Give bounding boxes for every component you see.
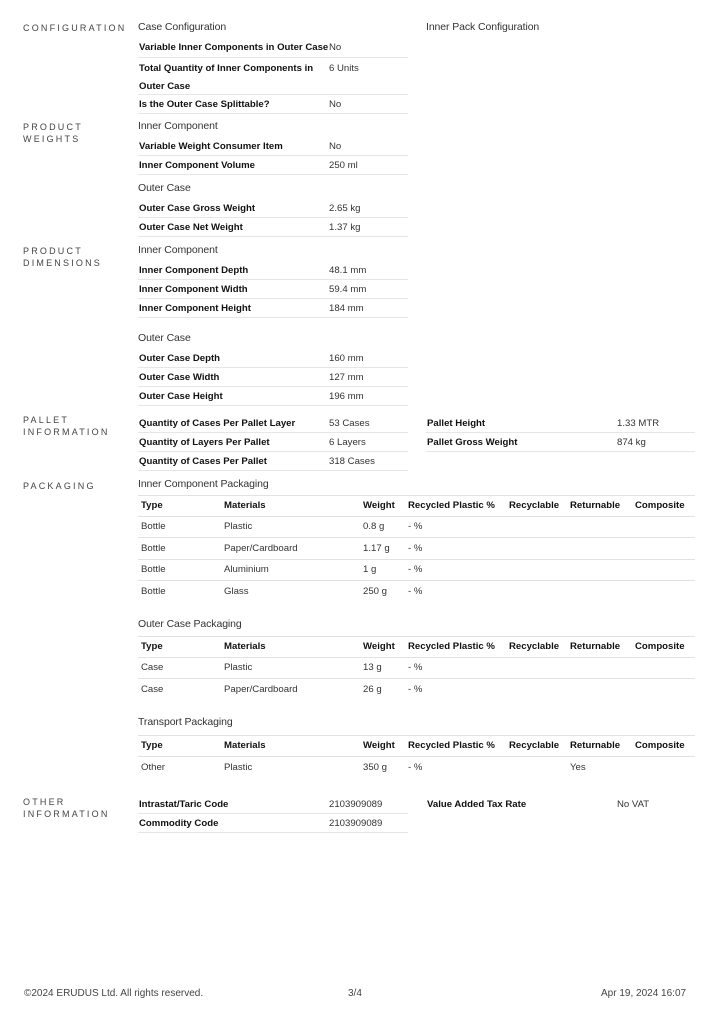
- column-header-returnable: Returnable: [570, 740, 621, 752]
- cell-returnable: Yes: [570, 761, 586, 773]
- pallet-row-value: 53 Cases: [329, 417, 370, 429]
- cell-weight: 26 g: [363, 684, 382, 696]
- dimensions-row-value: 160 mm: [329, 352, 364, 364]
- dimensions-row-value: 48.1 mm: [329, 264, 367, 276]
- dimensions-row-value: 196 mm: [329, 390, 364, 402]
- column-header-type: Type: [141, 500, 163, 512]
- column-header-recycled: Recycled Plastic %: [408, 500, 495, 512]
- pallet-row-label: Pallet Height: [427, 417, 486, 429]
- column-header-recycled: Recycled Plastic %: [408, 740, 495, 752]
- dimensions-row: [138, 280, 408, 299]
- weights-row-value: No: [329, 140, 342, 152]
- cell-type: Bottle: [141, 586, 166, 598]
- table-row: [138, 581, 695, 603]
- inner-pack-configuration-title: Inner Pack Configuration: [426, 21, 540, 33]
- dimensions-row-label: Outer Case Height: [139, 390, 223, 402]
- config-row: [138, 95, 408, 114]
- config-row-label: Variable Inner Components in Outer Case: [139, 42, 329, 53]
- cell-materials: Paper/Cardboard: [224, 684, 298, 696]
- dimensions-row-label: Inner Component Depth: [139, 264, 249, 276]
- config-row-value: No: [329, 98, 342, 110]
- weights-row-value: 1.37 kg: [329, 221, 361, 233]
- other-row-value: 2103909089: [329, 798, 383, 810]
- cell-weight: 1 g: [363, 564, 377, 576]
- dimensions-inner-title: Inner Component: [138, 244, 218, 256]
- column-header-composite: Composite: [635, 641, 685, 653]
- weights-row-label: Variable Weight Consumer Item: [139, 140, 283, 152]
- cell-recycled: - %: [408, 662, 423, 674]
- weights-row: [138, 137, 408, 156]
- dimensions-row: [138, 368, 408, 387]
- cell-weight: 350 g: [363, 761, 388, 773]
- pallet-row-label: Pallet Gross Weight: [427, 436, 518, 448]
- column-header-recyclable: Recyclable: [509, 500, 560, 512]
- config-row-label: Is the Outer Case Splittable?: [139, 98, 270, 110]
- cell-materials: Plastic: [224, 761, 253, 773]
- dimensions-row-value: 184 mm: [329, 302, 364, 314]
- column-header-weight: Weight: [363, 641, 395, 653]
- cell-materials: Aluminium: [224, 564, 269, 576]
- section-label-product-weights: PRODUCT WEIGHTS: [23, 122, 83, 144]
- other-row: [138, 795, 408, 814]
- column-header-recycled: Recycled Plastic %: [408, 641, 495, 653]
- other-row: [138, 814, 408, 833]
- config-row-value: No: [329, 42, 342, 53]
- section-label-configuration: CONFIGURATION: [23, 23, 127, 33]
- table-row: [138, 560, 695, 582]
- pallet-row-value: 874 kg: [617, 436, 646, 448]
- weights-outer-title: Outer Case: [138, 182, 191, 194]
- pallet-row: [426, 433, 695, 452]
- column-header-composite: Composite: [635, 500, 685, 512]
- dimensions-row: [138, 299, 408, 318]
- column-header-recyclable: Recyclable: [509, 740, 560, 752]
- table-row: [138, 679, 695, 701]
- column-header-weight: Weight: [363, 500, 395, 512]
- other-row-value: No VAT: [617, 799, 650, 810]
- config-row: [138, 38, 408, 58]
- pallet-row: [138, 433, 408, 452]
- dimensions-row: [138, 387, 408, 406]
- cell-weight: 250 g: [363, 586, 388, 598]
- cell-recycled: - %: [408, 586, 423, 598]
- table-row: [138, 538, 695, 560]
- cell-type: Case: [141, 662, 164, 674]
- other-row-label: Intrastat/Taric Code: [139, 798, 229, 810]
- transport-packaging-table: [138, 735, 695, 778]
- case-configuration-title: Case Configuration: [138, 21, 227, 33]
- cell-type: Case: [141, 684, 164, 696]
- column-header-type: Type: [141, 740, 163, 752]
- column-header-materials: Materials: [224, 500, 266, 512]
- pallet-row-value: 1.33 MTR: [617, 417, 660, 429]
- dimensions-row: [138, 261, 408, 280]
- weights-row-label: Outer Case Net Weight: [139, 221, 243, 233]
- section-label-other-information: OTHER INFORMATION: [23, 797, 110, 819]
- weights-row: [138, 156, 408, 175]
- inner-packaging-title: Inner Component Packaging: [138, 478, 269, 490]
- config-row: [138, 58, 408, 95]
- column-header-recyclable: Recyclable: [509, 641, 560, 653]
- cell-recycled: - %: [408, 684, 423, 696]
- other-row-label: Value Added Tax Rate: [427, 799, 527, 810]
- inner-packaging-table: [138, 495, 695, 603]
- column-header-returnable: Returnable: [570, 641, 621, 653]
- column-header-type: Type: [141, 641, 163, 653]
- cell-recycled: - %: [408, 761, 423, 773]
- cell-weight: 0.8 g: [363, 521, 385, 533]
- table-header-row: [138, 735, 695, 757]
- cell-materials: Plastic: [224, 521, 253, 533]
- weights-row: [138, 218, 408, 237]
- table-row: [138, 658, 695, 680]
- config-row-value: 6 Units: [329, 63, 359, 74]
- dimensions-row-label: Inner Component Width: [139, 283, 248, 295]
- config-row-label: Total Quantity of Inner Components in Outer Case: [139, 63, 314, 92]
- section-label-pallet-information: PALLET INFORMATION: [23, 415, 110, 437]
- cell-type: Bottle: [141, 564, 166, 576]
- pallet-row: [426, 414, 695, 433]
- weights-inner-title: Inner Component: [138, 120, 218, 132]
- outer-packaging-title: Outer Case Packaging: [138, 618, 242, 630]
- table-header-row: [138, 495, 695, 517]
- dimensions-row-label: Outer Case Depth: [139, 352, 221, 364]
- pallet-row-value: 318 Cases: [329, 455, 375, 467]
- weights-row-label: Inner Component Volume: [139, 159, 256, 171]
- table-header-row: [138, 636, 695, 658]
- cell-type: Other: [141, 761, 165, 773]
- column-header-materials: Materials: [224, 641, 266, 653]
- pallet-row: [138, 452, 408, 471]
- cell-recycled: - %: [408, 564, 423, 576]
- cell-weight: 1.17 g: [363, 542, 390, 554]
- weights-row-value: 2.65 kg: [329, 202, 361, 214]
- weights-row-value: 250 ml: [329, 159, 358, 171]
- section-label-product-dimensions: PRODUCT DIMENSIONS: [23, 246, 103, 268]
- pallet-row-label: Quantity of Cases Per Pallet Layer: [139, 417, 296, 429]
- pallet-row-label: Quantity of Cases Per Pallet: [139, 455, 267, 467]
- outer-packaging-table: [138, 636, 695, 701]
- cell-type: Bottle: [141, 542, 166, 554]
- pallet-row-label: Quantity of Layers Per Pallet: [139, 436, 270, 448]
- dimensions-outer-title: Outer Case: [138, 332, 191, 344]
- weights-row: [138, 199, 408, 218]
- column-header-composite: Composite: [635, 740, 685, 752]
- cell-materials: Plastic: [224, 662, 253, 674]
- other-row: [426, 795, 695, 814]
- cell-materials: Paper/Cardboard: [224, 542, 298, 554]
- footer-page-number: 3/4: [348, 988, 362, 999]
- cell-weight: 13 g: [363, 662, 382, 674]
- cell-recycled: - %: [408, 521, 423, 533]
- footer-timestamp: Apr 19, 2024 16:07: [601, 988, 687, 999]
- section-label-packaging: PACKAGING: [23, 481, 96, 491]
- column-header-materials: Materials: [224, 740, 266, 752]
- dimensions-row-value: 59.4 mm: [329, 283, 367, 295]
- cell-recycled: - %: [408, 542, 423, 554]
- other-row-label: Commodity Code: [139, 817, 219, 829]
- table-row: [138, 757, 695, 779]
- weights-row-label: Outer Case Gross Weight: [139, 202, 256, 214]
- column-header-returnable: Returnable: [570, 500, 621, 512]
- column-header-weight: Weight: [363, 740, 395, 752]
- cell-type: Bottle: [141, 521, 166, 533]
- pallet-row: [138, 414, 408, 433]
- dimensions-row-label: Inner Component Height: [139, 302, 251, 314]
- dimensions-row-value: 127 mm: [329, 371, 364, 383]
- cell-materials: Glass: [224, 586, 249, 598]
- table-row: [138, 517, 695, 539]
- footer-copyright: ©2024 ERUDUS Ltd. All rights reserved.: [24, 988, 204, 999]
- dimensions-row-label: Outer Case Width: [139, 371, 220, 383]
- other-row-value: 2103909089: [329, 817, 383, 829]
- transport-packaging-title: Transport Packaging: [138, 716, 233, 728]
- pallet-row-value: 6 Layers: [329, 436, 366, 448]
- dimensions-row: [138, 349, 408, 368]
